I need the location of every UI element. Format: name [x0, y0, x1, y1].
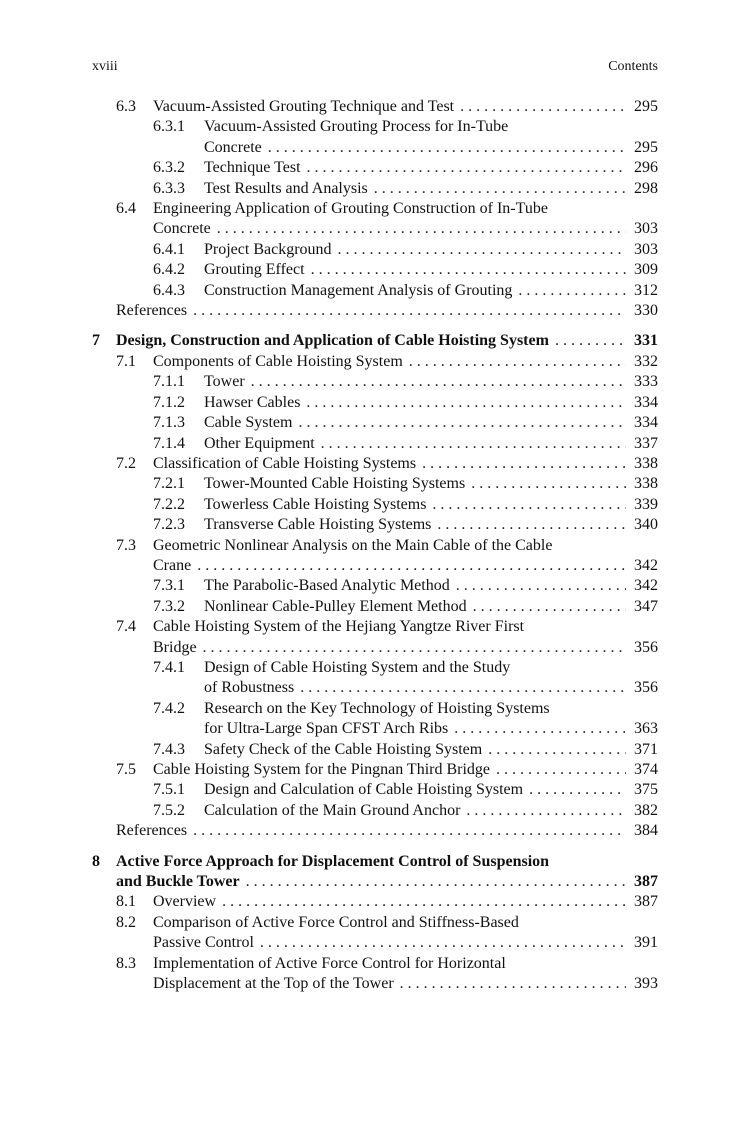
toc-page-number: 334 — [634, 393, 658, 411]
toc-entry-title: Design and Calculation of Cable Hoisting System — [204, 781, 524, 799]
toc-entry-number: 6.3.3 — [153, 179, 185, 197]
toc-entry-title: of Robustness — [204, 679, 295, 697]
dot-leader — [300, 678, 626, 698]
toc-entry[interactable] — [92, 740, 658, 760]
dot-leader — [422, 454, 626, 474]
dot-leader — [193, 821, 626, 841]
toc-page-number: 331 — [634, 332, 658, 350]
toc-page-number: 295 — [634, 138, 658, 156]
toc-entry-number: 7.2.1 — [153, 475, 185, 493]
dot-leader — [473, 597, 626, 617]
toc-entry-title: Concrete — [204, 138, 262, 156]
toc-entry-title: Other Equipment — [204, 434, 315, 452]
toc-entry-title: Crane — [153, 556, 192, 574]
toc-page-number: 340 — [634, 516, 658, 534]
dot-leader — [409, 352, 626, 372]
toc-entry-title: Safety Check of the Cable Hoisting System — [204, 740, 483, 758]
toc-entry[interactable] — [92, 954, 658, 995]
toc-entry-title: Comparison of Active Force Control and Stiffness-Based — [153, 913, 519, 931]
toc-entry-title: Design of Cable Hoisting System and the Study — [204, 658, 511, 676]
toc-entry-number: 7.1.2 — [153, 393, 185, 411]
table-of-contents — [92, 97, 658, 994]
toc-entry[interactable] — [92, 260, 658, 280]
toc-entry[interactable] — [92, 536, 658, 577]
toc-entry[interactable] — [92, 495, 658, 515]
dot-leader — [321, 434, 626, 454]
toc-entry-title: Geometric Nonlinear Analysis on the Main Cable of the Cable — [153, 536, 553, 554]
toc-entry[interactable] — [92, 760, 658, 780]
toc-entry-title: Implementation of Active Force Control for Horizontal — [153, 954, 506, 972]
toc-entry-number: 6.3.2 — [153, 159, 185, 177]
toc-entry[interactable] — [92, 199, 658, 240]
toc-chapter[interactable] — [92, 331, 658, 351]
toc-entry-title: Tower — [204, 373, 245, 391]
toc-page-number: 309 — [634, 261, 658, 279]
toc-entry-title: Engineering Application of Grouting Construction of In-Tube — [153, 200, 548, 218]
toc-entry[interactable] — [92, 372, 658, 392]
toc-entry-title: Vacuum-Assisted Grouting Technique and Test — [153, 98, 455, 115]
toc-entry-title: The Parabolic-Based Analytic Method — [204, 577, 450, 595]
toc-entry-title: Construction Management Analysis of Grouting — [204, 281, 513, 299]
dot-leader — [518, 281, 626, 301]
dot-leader — [311, 260, 626, 280]
dot-leader — [217, 219, 626, 239]
toc-entry-title: Tower-Mounted Cable Hoisting Systems — [204, 475, 466, 493]
toc-entry-title: Grouting Effect — [204, 261, 305, 279]
toc-entry[interactable] — [92, 699, 658, 740]
dot-leader — [222, 892, 626, 912]
toc-entry-number: 7.2 — [116, 454, 136, 472]
dot-leader — [307, 158, 626, 178]
dot-leader — [197, 556, 626, 576]
toc-entry-number: 6.3.1 — [153, 118, 185, 136]
toc-entry-title: Vacuum-Assisted Grouting Process for In-Tube — [204, 118, 509, 136]
toc-entry[interactable] — [92, 576, 658, 596]
toc-entry-number: 7.2.2 — [153, 495, 185, 513]
dot-leader — [555, 331, 626, 351]
toc-page-number: 347 — [634, 597, 658, 615]
dot-leader — [432, 495, 626, 515]
toc-page-number: 303 — [634, 220, 658, 238]
toc-page-number: 339 — [634, 495, 658, 513]
toc-page-number: 338 — [634, 454, 658, 472]
dot-leader — [246, 872, 626, 892]
toc-entry-number: 7.4.3 — [153, 740, 185, 758]
toc-references[interactable] — [92, 301, 658, 321]
toc-page-number: 333 — [634, 373, 658, 391]
dot-leader — [471, 474, 626, 494]
toc-entry-title: Transverse Cable Hoisting Systems — [204, 516, 432, 534]
toc-entry-number: 7.1.1 — [153, 373, 185, 391]
toc-page-number: 312 — [634, 281, 658, 299]
toc-entry[interactable] — [92, 515, 658, 535]
toc-entry[interactable] — [92, 352, 658, 372]
toc-entry[interactable] — [92, 454, 658, 474]
toc-entry[interactable] — [92, 658, 658, 699]
toc-entry-number: 7.3.1 — [153, 577, 185, 595]
toc-entry-number: 8 — [92, 852, 100, 870]
toc-entry-title: Cable Hoisting System of the Hejiang Yangtze River First — [153, 618, 525, 636]
toc-entry[interactable] — [92, 117, 658, 158]
toc-page-number: 371 — [634, 740, 658, 758]
dot-leader — [203, 638, 626, 658]
toc-page-number: 332 — [634, 352, 658, 370]
toc-page-number: 330 — [634, 302, 658, 320]
toc-page-number: 375 — [634, 781, 658, 799]
toc-entry-number: 7 — [92, 332, 100, 350]
toc-entry[interactable] — [92, 240, 658, 260]
toc-entry-title: and Buckle Tower — [116, 873, 240, 891]
toc-entry-number: 7.4 — [116, 618, 136, 636]
toc-entry-number: 6.3 — [116, 98, 136, 115]
toc-entry-title: Test Results and Analysis — [204, 179, 368, 197]
toc-entry[interactable] — [92, 892, 658, 912]
toc-entry-number: 6.4 — [116, 200, 136, 218]
toc-page-number: 387 — [634, 873, 658, 891]
toc-entry-title: Research on the Key Technology of Hoisting Systems — [204, 699, 550, 717]
toc-entry[interactable] — [92, 393, 658, 413]
toc-entry-title: Bridge — [153, 638, 197, 656]
toc-entry-title: Nonlinear Cable-Pulley Element Method — [204, 597, 467, 615]
dot-leader — [251, 372, 626, 392]
toc-entry-title: Towerless Cable Hoisting Systems — [204, 495, 427, 513]
toc-entry-number: 7.1.3 — [153, 414, 185, 432]
toc-entry-number: 6.4.2 — [153, 261, 185, 279]
toc-entry[interactable] — [92, 780, 658, 800]
toc-entry-title: Design, Construction and Application of Cable Hoisting System — [116, 332, 549, 350]
toc-entry-title: Overview — [153, 893, 217, 911]
toc-entry-title: Hawser Cables — [204, 393, 301, 411]
toc-entry[interactable] — [92, 158, 658, 178]
toc-entry-number: 8.1 — [116, 893, 136, 911]
toc-page-number: 384 — [634, 822, 658, 840]
toc-chapter[interactable] — [92, 852, 658, 893]
toc-page-number: 393 — [634, 975, 658, 993]
page-number: xviii — [92, 59, 118, 74]
toc-entry-title: Technique Test — [204, 159, 301, 177]
toc-entry-number: 7.1 — [116, 352, 136, 370]
toc-page-number: 356 — [634, 638, 658, 656]
toc-entry-title: References — [116, 822, 188, 840]
toc-entry-title: Classification of Cable Hoisting Systems — [153, 454, 417, 472]
toc-entry[interactable] — [92, 434, 658, 454]
dot-leader — [268, 138, 626, 158]
dot-leader — [488, 740, 626, 760]
dot-leader — [456, 576, 626, 596]
toc-entry-title: for Ultra-Large Span CFST Arch Ribs — [204, 720, 449, 738]
toc-page-number: 356 — [634, 679, 658, 697]
running-head — [92, 59, 658, 77]
toc-page-number: 296 — [634, 159, 658, 177]
toc-entry[interactable] — [92, 474, 658, 494]
dot-leader — [454, 719, 626, 739]
dot-leader — [374, 179, 626, 199]
toc-entry-number: 7.5.1 — [153, 781, 185, 799]
toc-entry-number: 7.2.3 — [153, 516, 185, 534]
toc-page-number: 295 — [634, 98, 658, 115]
toc-entry-number: 7.4.1 — [153, 658, 185, 676]
toc-page-number: 387 — [634, 893, 658, 911]
toc-page-number: 334 — [634, 414, 658, 432]
toc-page-number: 303 — [634, 240, 658, 258]
toc-entry[interactable] — [92, 179, 658, 199]
toc-entry-title: References — [116, 302, 188, 320]
toc-entry-number: 7.1.4 — [153, 434, 185, 452]
dot-leader — [496, 760, 626, 780]
toc-entry-title: Active Force Approach for Displacement Control of Suspension — [116, 852, 550, 870]
dot-leader — [460, 97, 626, 117]
running-head-title: Contents — [608, 59, 658, 74]
toc-page-number: 338 — [634, 475, 658, 493]
toc-entry-number: 6.4.1 — [153, 240, 185, 258]
toc-entry-number: 7.3.2 — [153, 597, 185, 615]
toc-entry-title: Passive Control — [153, 934, 254, 952]
dot-leader — [260, 933, 626, 953]
toc-entry-title: Cable System — [204, 414, 293, 432]
toc-page-number: 337 — [634, 434, 658, 452]
toc-entry[interactable] — [92, 281, 658, 301]
toc-entry[interactable] — [92, 913, 658, 954]
toc-page-number: 363 — [634, 720, 658, 738]
toc-entry-title: Project Background — [204, 240, 332, 258]
dot-leader — [529, 780, 626, 800]
toc-entry-number: 6.4.3 — [153, 281, 185, 299]
toc-entry-number: 7.5 — [116, 761, 136, 778]
toc-entry-title: Concrete — [153, 220, 211, 238]
toc-entry-number: 8.2 — [116, 913, 136, 931]
toc-page-number: 342 — [634, 577, 658, 595]
toc-page-number: 342 — [634, 556, 658, 574]
toc-entry-number: 7.5.2 — [153, 801, 185, 819]
toc-page-number: 382 — [634, 801, 658, 819]
toc-entry-number: 8.3 — [116, 954, 136, 972]
toc-page-number: 374 — [634, 761, 658, 778]
toc-page-number: 298 — [634, 179, 658, 197]
dot-leader — [193, 301, 626, 321]
toc-entry-title: Calculation of the Main Ground Anchor — [204, 801, 461, 819]
toc-page-number: 391 — [634, 934, 658, 952]
dot-leader — [437, 515, 626, 535]
dot-leader — [466, 801, 626, 821]
toc-entry-number: 7.3 — [116, 536, 136, 554]
toc-entry-title: Cable Hoisting System for the Pingnan Third Bridge — [153, 761, 491, 778]
toc-entry-number: 7.4.2 — [153, 699, 185, 717]
toc-entry[interactable] — [92, 413, 658, 433]
toc-entry-title: Components of Cable Hoisting System — [153, 352, 403, 370]
toc-references[interactable] — [92, 821, 658, 841]
toc-entry[interactable] — [92, 617, 658, 658]
toc-entry[interactable] — [92, 597, 658, 617]
dot-leader — [306, 393, 626, 413]
toc-entry-title: Displacement at the Top of the Tower — [153, 975, 394, 993]
toc-entry[interactable] — [92, 801, 658, 821]
dot-leader — [338, 240, 626, 260]
toc-entry[interactable] — [92, 97, 658, 117]
dot-leader — [298, 413, 626, 433]
dot-leader — [400, 974, 626, 994]
